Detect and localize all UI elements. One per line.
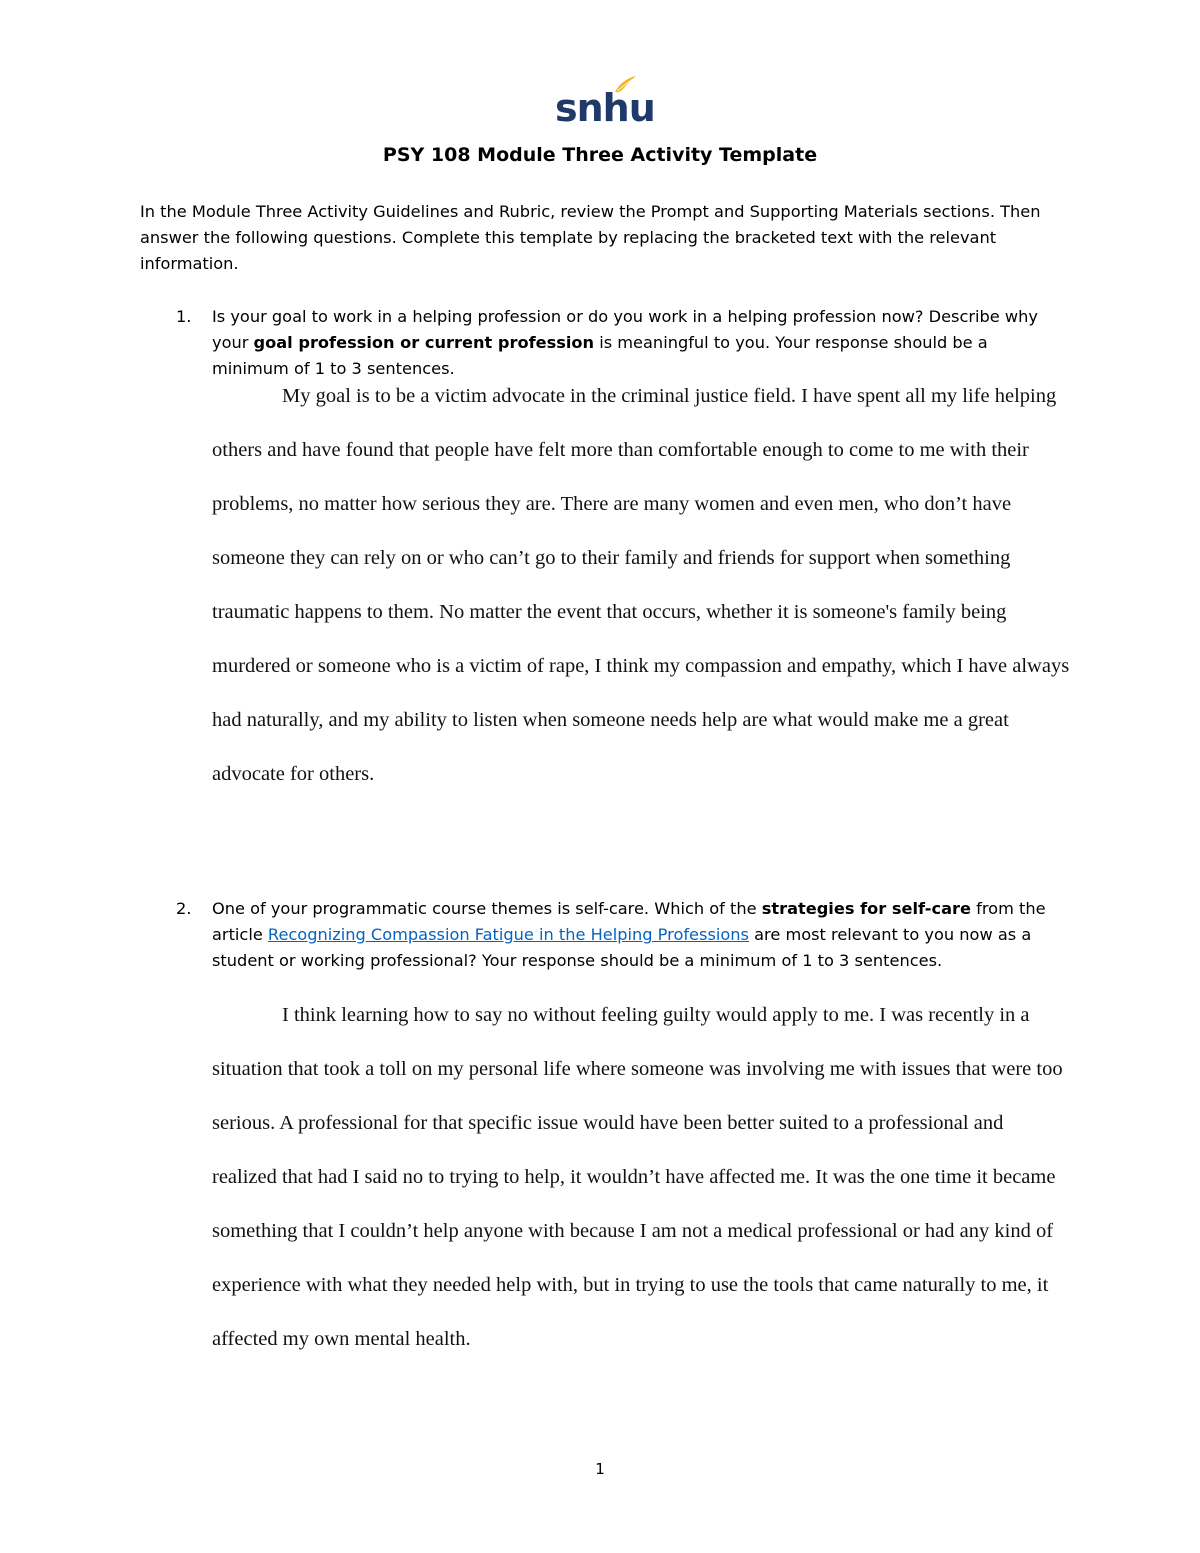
prompt-text: One of your programmatic course themes is self-care. Which of the	[212, 899, 762, 918]
prompt-text: is meaningful to you. Your response should be a minimum of 1 to 3 sentences.	[212, 333, 988, 378]
logo-wordmark: snhu	[555, 86, 655, 130]
prompt-text: from the article	[212, 899, 1046, 944]
question-number: 1.	[176, 307, 192, 326]
question-number: 2.	[176, 899, 192, 918]
document-title: PSY 108 Module Three Activity Template	[382, 144, 818, 166]
prompt-emphasis: strategies for self-care	[761, 899, 972, 918]
answer-text: My goal is to be a victim advocate in the criminal justice field. I have spent all my life helping others and have found that people have felt more than comfortable enough to come to me with their problems, no matter how serious they are. There are many women and even men, who don’t have someone they can rely on or who can’t go to their family and friends for support when something traumatic happens to them. No matter the event that occurs, whether it is someone's family being murdered or someone who is a victim of rape, I think my compassion and empathy, which I have always had naturally, and my ability to listen when someone needs help are what would make me a great advocate for others.	[212, 385, 1070, 785]
prompt-text: are most relevant to you now as a student or working professional? Your response should be a minimum of 1 to 3 sentences.	[212, 925, 1032, 970]
snhu-logo	[555, 74, 655, 132]
page-number: 1	[595, 1460, 605, 1478]
answer-text: I think learning how to say no without feeling guilty would apply to me. I was recently in a situation that took a toll on my personal life where someone was involving me with issues that were too serious. A professional for that specific issue would have been better suited to a professional and realized that had I said no to trying to help, it wouldn’t have affected me. It was the one time it became something that I couldn’t help anyone with because I am not a medical professional or had any kind of experience with what they needed help with, but in trying to use the tools that came naturally to me, it affected my own mental health.	[212, 1004, 1063, 1350]
prompt-emphasis: goal profession or current profession	[253, 333, 595, 352]
article-link[interactable]: Recognizing Compassion Fatigue in the Helping Professions	[267, 925, 749, 944]
question-prompt	[212, 896, 1062, 974]
intro-paragraph: In the Module Three Activity Guidelines and Rubric, review the Prompt and Supporting Materials sections. Then answer the following questions. Complete this template by replacing the bracketed text with the relevant information.	[140, 202, 1041, 273]
prompt-text: Is your goal to work in a helping profession or do you work in a helping profession now? Describe why your	[212, 307, 1038, 352]
